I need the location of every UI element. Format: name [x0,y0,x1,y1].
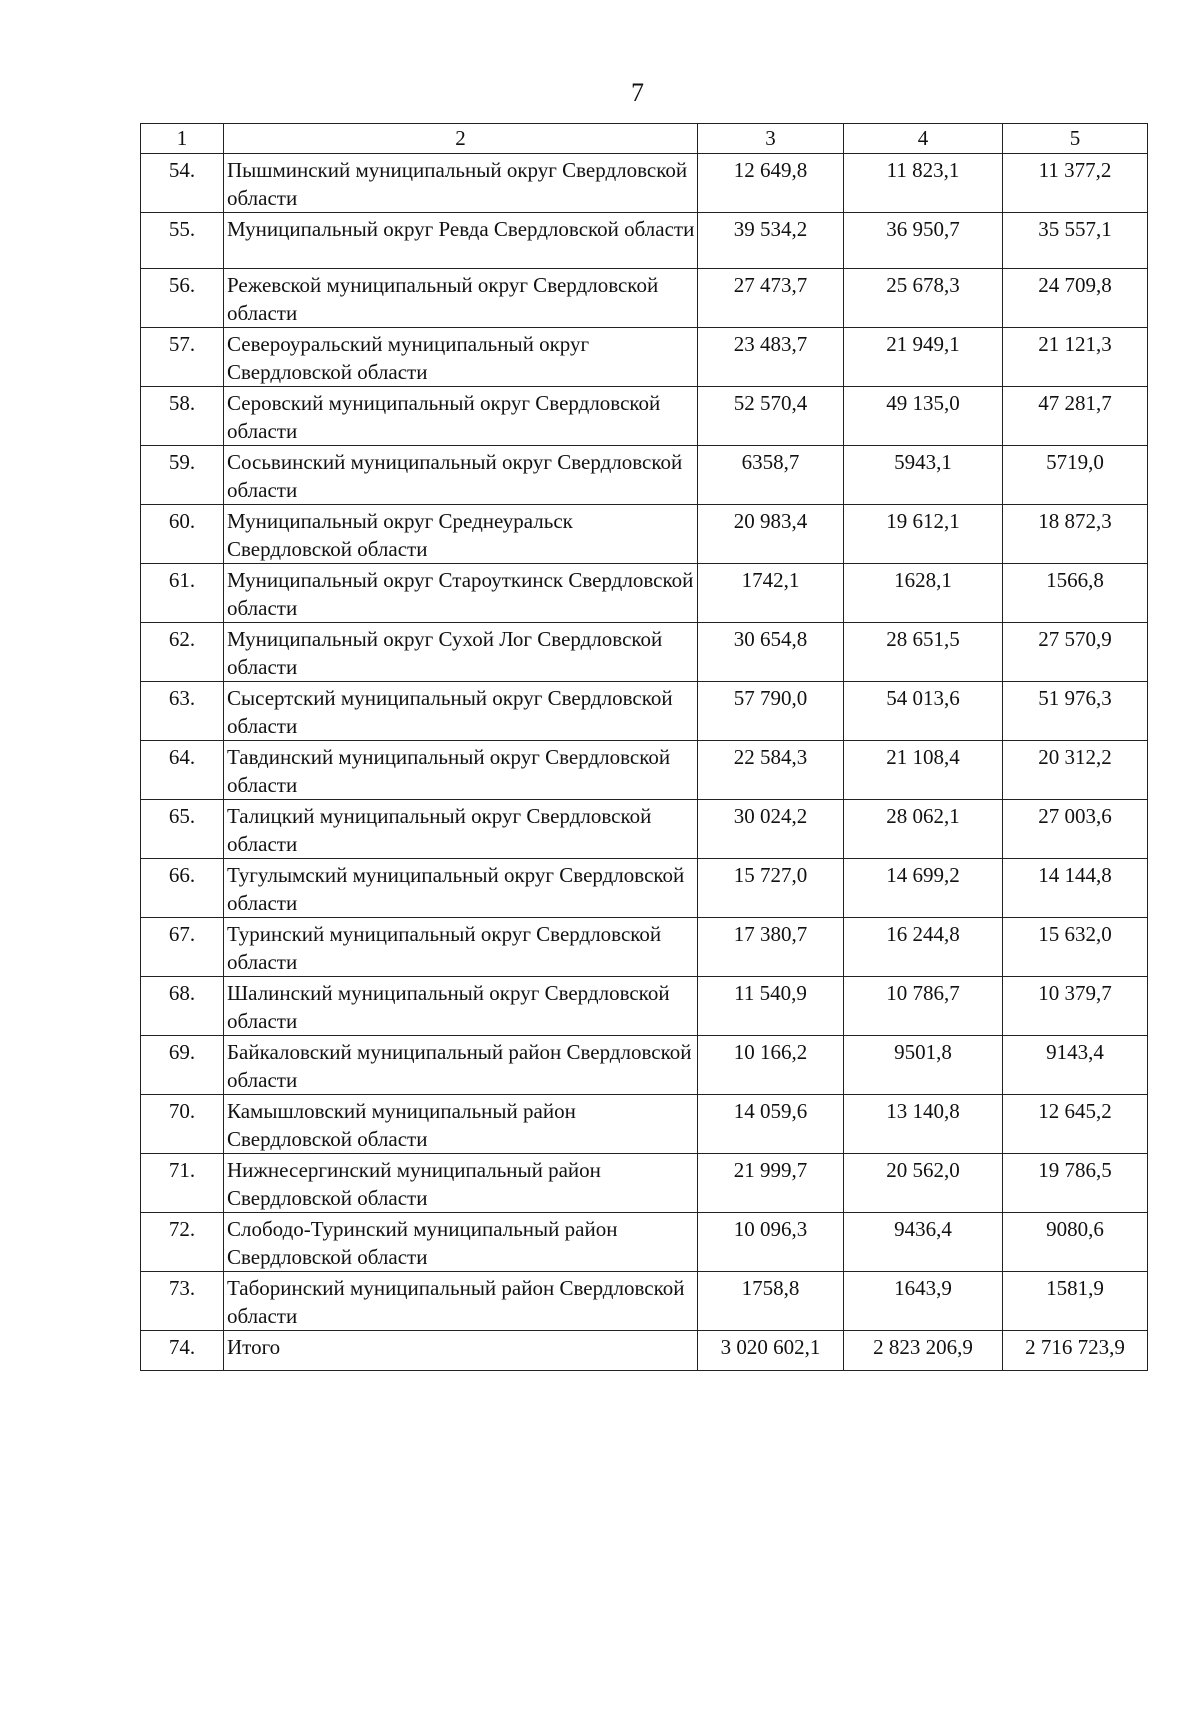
value-col-5: 9143,4 [1003,1036,1148,1095]
table-row [141,505,1148,564]
value-col-5: 35 557,1 [1003,213,1148,269]
value-col-3: 1758,8 [698,1272,844,1331]
value-col-3: 39 534,2 [698,213,844,269]
value-col-3: 21 999,7 [698,1154,844,1213]
header-col-5: 5 [1003,124,1148,154]
value-col-3: 23 483,7 [698,328,844,387]
header-col-4: 4 [844,124,1003,154]
value-col-4: 2 823 206,9 [844,1331,1003,1371]
municipality-name: Шалинский муниципальный округ Свердловской области [224,977,698,1036]
table-row [141,387,1148,446]
municipality-name: Муниципальный округ Сухой Лог Свердловской области [224,623,698,682]
table-row [141,918,1148,977]
municipality-name: Режевской муниципальный округ Свердловской области [224,269,698,328]
municipality-name: Серовский муниципальный округ Свердловской области [224,387,698,446]
value-col-4: 49 135,0 [844,387,1003,446]
value-col-3: 22 584,3 [698,741,844,800]
value-col-3: 57 790,0 [698,682,844,741]
municipality-name: Муниципальный округ Староуткинск Свердловской области [224,564,698,623]
value-col-3: 1742,1 [698,564,844,623]
municipality-name: Итого [224,1331,698,1371]
value-col-3: 30 024,2 [698,800,844,859]
municipality-name: Муниципальный округ Ревда Свердловской области [224,213,698,269]
page-number: 7 [631,78,644,107]
value-col-4: 9436,4 [844,1213,1003,1272]
value-col-3: 17 380,7 [698,918,844,977]
value-col-5: 18 872,3 [1003,505,1148,564]
municipality-name: Нижнесергинский муниципальный район Свердловской области [224,1154,698,1213]
value-col-3: 6358,7 [698,446,844,505]
row-number: 69. [141,1036,224,1095]
table-row [141,1272,1148,1331]
value-col-4: 54 013,6 [844,682,1003,741]
municipality-name: Байкаловский муниципальный район Свердловской области [224,1036,698,1095]
row-number: 54. [141,154,224,213]
value-col-3: 27 473,7 [698,269,844,328]
value-col-5: 1581,9 [1003,1272,1148,1331]
value-col-3: 52 570,4 [698,387,844,446]
value-col-4: 14 699,2 [844,859,1003,918]
value-col-5: 2 716 723,9 [1003,1331,1148,1371]
value-col-5: 1566,8 [1003,564,1148,623]
value-col-4: 28 062,1 [844,800,1003,859]
header-row [141,124,1148,154]
value-col-4: 25 678,3 [844,269,1003,328]
table-header [141,124,1148,154]
table-row [141,977,1148,1036]
value-col-5: 15 632,0 [1003,918,1148,977]
row-number: 61. [141,564,224,623]
table-row [141,741,1148,800]
table-row [141,1213,1148,1272]
value-col-5: 47 281,7 [1003,387,1148,446]
municipality-name: Тугулымский муниципальный округ Свердловской области [224,859,698,918]
value-col-5: 20 312,2 [1003,741,1148,800]
value-col-3: 10 096,3 [698,1213,844,1272]
row-number: 55. [141,213,224,269]
municipality-name: Североуральский муниципальный округ Свердловской области [224,328,698,387]
row-number: 65. [141,800,224,859]
row-number: 67. [141,918,224,977]
allocation-table [140,123,1148,1371]
row-number: 62. [141,623,224,682]
table-body [141,154,1148,1371]
row-number: 59. [141,446,224,505]
value-col-5: 10 379,7 [1003,977,1148,1036]
value-col-3: 20 983,4 [698,505,844,564]
row-number: 56. [141,269,224,328]
value-col-5: 9080,6 [1003,1213,1148,1272]
municipality-name: Муниципальный округ Среднеуральск Свердловской области [224,505,698,564]
header-col-1: 1 [141,124,224,154]
row-number: 73. [141,1272,224,1331]
value-col-5: 19 786,5 [1003,1154,1148,1213]
table-row [141,859,1148,918]
value-col-3: 10 166,2 [698,1036,844,1095]
table-row [141,154,1148,213]
municipality-name: Камышловский муниципальный район Свердловской области [224,1095,698,1154]
table-row [141,564,1148,623]
row-number: 71. [141,1154,224,1213]
value-col-4: 36 950,7 [844,213,1003,269]
row-number: 57. [141,328,224,387]
row-number: 66. [141,859,224,918]
value-col-4: 16 244,8 [844,918,1003,977]
table-row [141,328,1148,387]
row-number: 58. [141,387,224,446]
value-col-5: 27 003,6 [1003,800,1148,859]
municipality-name: Пышминский муниципальный округ Свердловской области [224,154,698,213]
row-number: 74. [141,1331,224,1371]
table-row [141,1036,1148,1095]
value-col-5: 21 121,3 [1003,328,1148,387]
value-col-4: 1643,9 [844,1272,1003,1331]
row-number: 60. [141,505,224,564]
value-col-4: 28 651,5 [844,623,1003,682]
row-number: 72. [141,1213,224,1272]
municipality-name: Сысертский муниципальный округ Свердловской области [224,682,698,741]
value-col-4: 21 949,1 [844,328,1003,387]
municipality-name: Сосьвинский муниципальный округ Свердловской области [224,446,698,505]
value-col-3: 3 020 602,1 [698,1331,844,1371]
table-row [141,682,1148,741]
table-row [141,269,1148,328]
value-col-5: 51 976,3 [1003,682,1148,741]
value-col-3: 12 649,8 [698,154,844,213]
value-col-5: 11 377,2 [1003,154,1148,213]
value-col-4: 9501,8 [844,1036,1003,1095]
value-col-4: 5943,1 [844,446,1003,505]
table-row [141,623,1148,682]
value-col-4: 19 612,1 [844,505,1003,564]
value-col-5: 27 570,9 [1003,623,1148,682]
value-col-4: 10 786,7 [844,977,1003,1036]
row-number: 68. [141,977,224,1036]
value-col-3: 14 059,6 [698,1095,844,1154]
value-col-3: 30 654,8 [698,623,844,682]
value-col-5: 12 645,2 [1003,1095,1148,1154]
municipality-name: Талицкий муниципальный округ Свердловской области [224,800,698,859]
table-row [141,1095,1148,1154]
header-col-3: 3 [698,124,844,154]
municipality-name: Таборинский муниципальный район Свердловской области [224,1272,698,1331]
value-col-4: 1628,1 [844,564,1003,623]
value-col-4: 21 108,4 [844,741,1003,800]
municipality-name: Слободо-Туринский муниципальный район Свердловской области [224,1213,698,1272]
value-col-3: 15 727,0 [698,859,844,918]
value-col-3: 11 540,9 [698,977,844,1036]
value-col-4: 20 562,0 [844,1154,1003,1213]
value-col-5: 5719,0 [1003,446,1148,505]
value-col-5: 24 709,8 [1003,269,1148,328]
table-row [141,446,1148,505]
table-row [141,800,1148,859]
municipality-name: Тавдинский муниципальный округ Свердловской области [224,741,698,800]
row-number: 63. [141,682,224,741]
table-row [141,1154,1148,1213]
table-row [141,213,1148,269]
value-col-4: 13 140,8 [844,1095,1003,1154]
row-number: 64. [141,741,224,800]
value-col-5: 14 144,8 [1003,859,1148,918]
header-col-2: 2 [224,124,698,154]
value-col-4: 11 823,1 [844,154,1003,213]
table-row [141,1331,1148,1371]
municipality-name: Туринский муниципальный округ Свердловской области [224,918,698,977]
row-number: 70. [141,1095,224,1154]
